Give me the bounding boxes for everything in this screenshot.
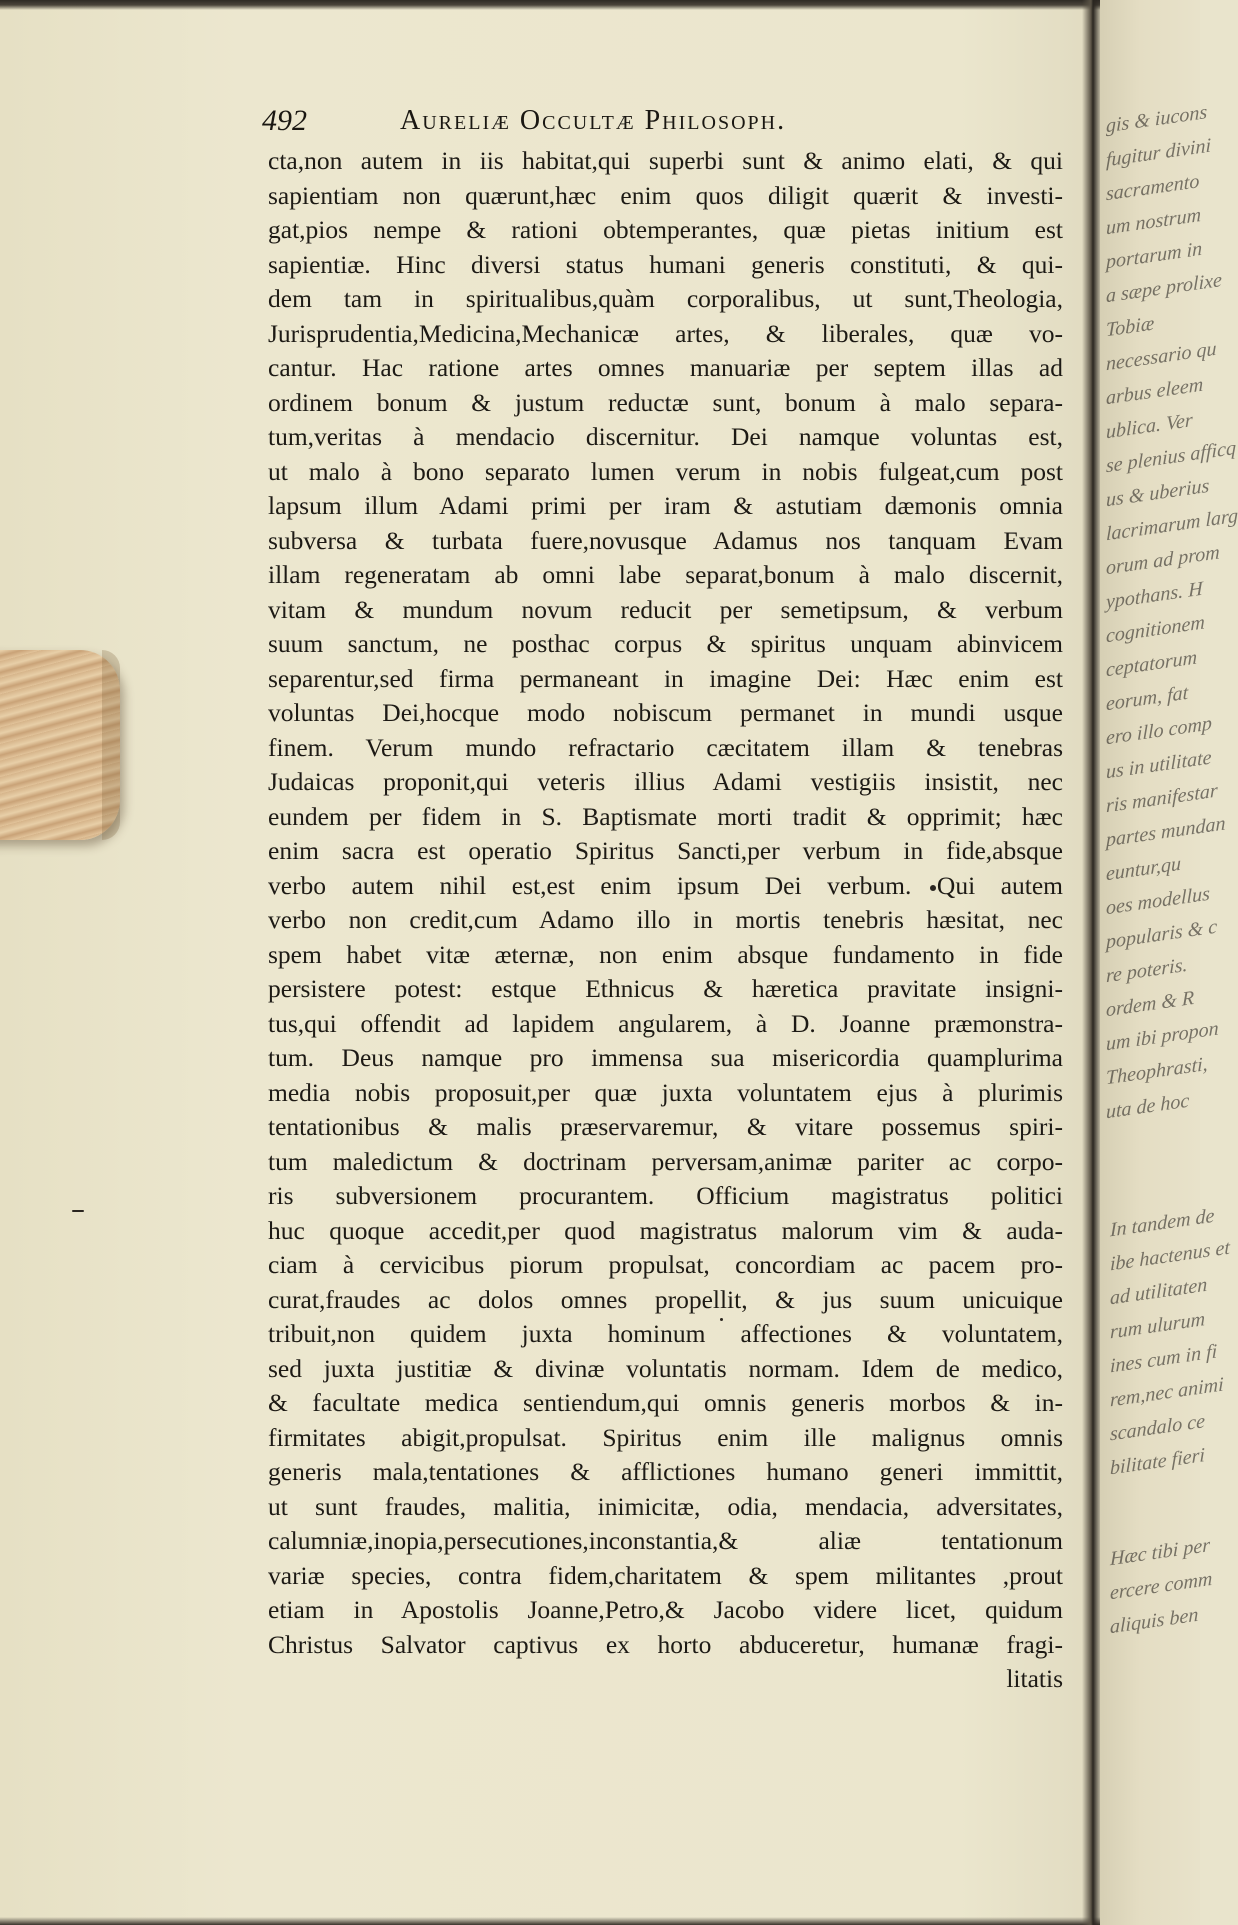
facing-page-line: uta de hoc bbox=[1106, 1089, 1190, 1124]
facing-page-line: orum ad prom bbox=[1106, 541, 1220, 580]
text-line: huc quoque accedit,per quod magistratus malorum vim & auda- bbox=[268, 1215, 1063, 1245]
text-line: media nobis proposuit,per quæ juxta voluntatem ejus à plurimis bbox=[268, 1077, 1063, 1107]
text-line: sed juxta justitiæ & divinæ voluntatis normam. Idem de medico, bbox=[268, 1353, 1063, 1383]
facing-page-text-block bbox=[1106, 100, 1238, 1124]
facing-page-line: Hæc tibi per bbox=[1110, 1534, 1210, 1571]
facing-page-line: ris manifestar bbox=[1106, 779, 1218, 818]
text-line: tum. Deus namque pro immensa sua misericordia quamplurima bbox=[268, 1043, 1063, 1072]
facing-page-line: ercere comm bbox=[1110, 1567, 1213, 1605]
facing-page-line: rem,nec animi bbox=[1110, 1373, 1224, 1412]
text-line: suum sanctum, ne posthac corpus & spiritus unquam abinvicem bbox=[268, 629, 1063, 658]
text-line: gat,pios nempe & rationi obtemperantes, quæ pietas initium est bbox=[268, 215, 1063, 244]
text-line: ut malo à bono separato lumen verum in nobis fulgeat,cum post bbox=[268, 456, 1063, 486]
ink-speck bbox=[72, 1210, 84, 1212]
text-line: separentur,sed firma permaneant in imagine Dei: Hæc enim est bbox=[268, 663, 1063, 693]
text-line: subversa & turbata fuere,novusque Adamus nos tanquam Evam bbox=[268, 525, 1063, 555]
text-line: tribuit,non quidem juxta hominum affectiones & voluntatem, bbox=[268, 1319, 1063, 1348]
text-line: tum maledictum & doctrinam perversam,animæ pariter ac corpo- bbox=[268, 1146, 1063, 1176]
facing-page bbox=[1100, 0, 1238, 1925]
text-line: sapientiam non quærunt,hæc enim quos diligit quærit & investi- bbox=[268, 180, 1063, 210]
text-line: vitam & mundum novum reducit per semetipsum, & verbum bbox=[268, 594, 1063, 624]
facing-page-line: ero illo comp bbox=[1106, 712, 1212, 750]
text-line: cta,non autem in iis habitat,qui superbi sunt & animo elati, & qui bbox=[268, 146, 1063, 175]
text-line: spem habet vitæ æternæ, non enim absque fundamento in fide bbox=[268, 939, 1063, 969]
facing-page-line: Tobiæ bbox=[1106, 312, 1155, 342]
text-line: Christus Salvator captivus ex horto abduceretur, humanæ fragi- bbox=[268, 1629, 1063, 1659]
facing-page-line: us & uberius bbox=[1106, 474, 1210, 512]
text-line: ciam à cervicibus piorum propulsat, concordiam ac pacem pro- bbox=[268, 1250, 1063, 1279]
text-line: ordinem bonum & justum reductæ sunt, bonum à malo separa- bbox=[268, 387, 1063, 417]
text-line: enim sacra est operatio Spiritus Sancti,per verbum in fide,absque bbox=[268, 836, 1063, 865]
facing-page-line: partes mundan bbox=[1106, 812, 1226, 852]
facing-page-line: se plenius afficq bbox=[1106, 437, 1236, 478]
facing-page-line: In tandem de bbox=[1110, 1204, 1215, 1242]
facing-page-line: aliquis ben bbox=[1110, 1603, 1199, 1639]
text-line: variæ species, contra fidem,charitatem & spem militantes ,prout bbox=[268, 1560, 1063, 1590]
text-line: ut sunt fraudes, malitia, inimicitæ, odia, mendacia, adversitates, bbox=[268, 1491, 1063, 1521]
facing-page-text-block bbox=[1110, 1204, 1230, 1480]
text-line: persistere potest: estque Ethnicus & hæretica pravitate insigni- bbox=[268, 974, 1063, 1003]
facing-page-line: eorum, fat bbox=[1106, 681, 1189, 716]
text-line: verbo non credit,cum Adamo illo in mortis tenebris hæsitat, nec bbox=[268, 905, 1063, 934]
facing-page-line: ines cum in fi bbox=[1110, 1340, 1218, 1378]
facing-page-line: euntur,qu bbox=[1106, 852, 1181, 886]
facing-page-line: oes modellus bbox=[1106, 882, 1210, 920]
body-text bbox=[268, 144, 1063, 1697]
facing-page-line: fugitur divini bbox=[1106, 134, 1211, 172]
facing-page-line: lacrimarum larg bbox=[1106, 504, 1238, 546]
top-page-edge bbox=[0, 0, 1100, 10]
bottom-page-edge bbox=[0, 1917, 1200, 1925]
facing-page-line: scandalo ce bbox=[1110, 1410, 1205, 1446]
text-line: & facultate medica sentiendum,qui omnis generis morbos & in- bbox=[268, 1388, 1063, 1417]
text-line: tentationibus & malis præservaremur, & vitare possemus spiri- bbox=[268, 1112, 1063, 1141]
facing-page-line: arbus eleem bbox=[1106, 373, 1204, 410]
text-line: curat,fraudes ac dolos omnes propellit, & jus suum unicuique bbox=[268, 1284, 1063, 1314]
text-line: finem. Verum mundo refractario cæcitatem illam & tenebras bbox=[268, 732, 1063, 762]
facing-page-line: Theophrasti, bbox=[1106, 1052, 1208, 1090]
page-weight-brush bbox=[0, 650, 120, 840]
facing-page-line: ublica. Ver bbox=[1106, 409, 1193, 444]
facing-page-line: re poteris. bbox=[1106, 953, 1188, 988]
text-line: Judaicas proponit,qui veteris illius Adami vestigiis insistit, nec bbox=[268, 767, 1063, 796]
facing-page-line: us in utilitate bbox=[1106, 746, 1212, 784]
facing-page-line: um ibi propon bbox=[1106, 1017, 1219, 1056]
text-line: etiam in Apostolis Joanne,Petro,& Jacobo videre licet, quidum bbox=[268, 1595, 1063, 1624]
text-line: ris subversionem procurantem. Officium magistratus politici bbox=[268, 1181, 1063, 1210]
page-header bbox=[262, 104, 1062, 138]
facing-page-line: ceptatorum bbox=[1106, 646, 1198, 682]
text-line: lapsum illum Adami primi per iram & astutiam dæmonis omnia bbox=[268, 491, 1063, 520]
book-gutter bbox=[1082, 0, 1102, 1925]
facing-page-line: portarum in bbox=[1106, 237, 1203, 274]
facing-page-line: popularis & c bbox=[1106, 915, 1218, 954]
facing-page-line: ad utilitaten bbox=[1110, 1273, 1208, 1310]
text-line: litatis bbox=[1006, 1664, 1063, 1693]
text-line: eundem per fidem in S. Baptismate morti tradit & opprimit; hæc bbox=[268, 801, 1063, 831]
text-line: firmitates abigit,propulsat. Spiritus enim ille malignus omnis bbox=[268, 1422, 1063, 1452]
facing-page-line: ibe hactenus et bbox=[1110, 1236, 1230, 1276]
facing-page-line: a sæpe prolixe bbox=[1106, 268, 1222, 308]
text-line: calumniæ,inopia,persecutiones,inconstantia,& aliæ tentationum bbox=[268, 1526, 1063, 1555]
facing-page-line: bilitate fieri bbox=[1110, 1444, 1205, 1480]
facing-page-line: ypothans. H bbox=[1106, 577, 1203, 614]
text-line: illam regeneratam ab omni labe separat,bonum à malo discernit, bbox=[268, 560, 1063, 589]
facing-page-line: ordem & R bbox=[1106, 986, 1195, 1022]
text-line: dem tam in spiritualibus,quàm corporalibus, ut sunt,Theologia, bbox=[268, 284, 1063, 313]
text-line: cantur. Hac ratione artes omnes manuariæ per septem illas ad bbox=[268, 353, 1063, 382]
facing-page-line: gis & iucons bbox=[1106, 101, 1208, 138]
text-line: verbo autem nihil est,est enim ipsum Dei verbum. Qui autem bbox=[268, 870, 1063, 900]
facing-page-line: rum ulurum bbox=[1110, 1308, 1206, 1344]
facing-page-line: um nostrum bbox=[1106, 203, 1202, 240]
facing-page-text-block bbox=[1110, 1535, 1212, 1637]
facing-page-line: necessario qu bbox=[1106, 337, 1217, 376]
facing-page-line: cognitionem bbox=[1106, 611, 1205, 648]
running-title: Aureliæ Occultæ Philosoph. bbox=[400, 105, 787, 136]
page-number: 492 bbox=[262, 104, 307, 137]
text-line: voluntas Dei,hocque modo nobiscum permanet in mundi usque bbox=[268, 698, 1063, 727]
text-line: sapientiæ. Hinc diversi status humani generis constituti, & qui- bbox=[268, 249, 1063, 279]
text-line: Jurisprudentia,Medicina,Mechanicæ artes, & liberales, quæ vo- bbox=[268, 318, 1063, 348]
facing-page-line: sacramento bbox=[1106, 170, 1200, 206]
text-line: generis mala,tentationes & afflictiones humano generi immittit, bbox=[268, 1457, 1063, 1486]
text-line: tus,qui offendit ad lapidem angularem, à D. Joanne præmonstra- bbox=[268, 1008, 1063, 1038]
text-line: tum,veritas à mendacio discernitur. Dei namque voluntas est, bbox=[268, 422, 1063, 451]
